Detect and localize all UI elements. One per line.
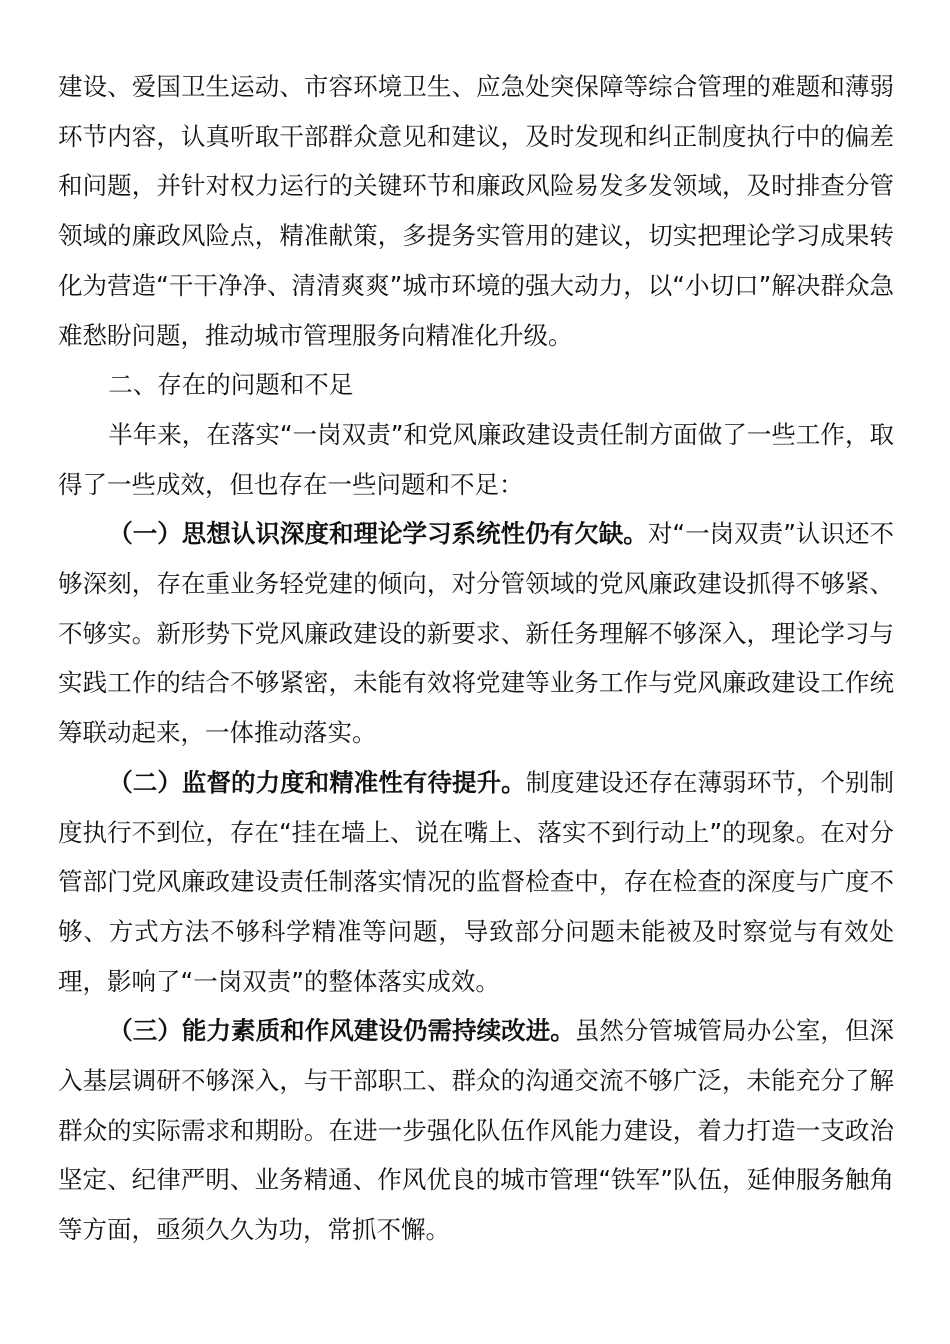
document-page [58, 62, 894, 1255]
issue-item-2-title: （二）监督的力度和精准性有待提升。 [108, 767, 526, 797]
issue-item-3-body: 虽然分管城管局办公室，但深入基层调研不够深入，与干部职工、群众的沟通交流不够广泛，未能充分了解群众的实际需求和期盼。在进一步强化队伍作风能力建设，着力打造一支政治坚定、纪律严明、业务精通、作风优良的城市管理“铁军”队伍，延伸服务触角等方面，亟须久久为功，常抓不懈。 [58, 1016, 895, 1245]
section-heading: 二、存在的问题和不足 [108, 370, 354, 400]
issue-item-1 [58, 509, 894, 758]
issue-item-3-title: （三）能力素质和作风建设仍需持续改进。 [108, 1016, 575, 1046]
issue-item-1-title: （一）思想认识深度和理论学习系统性仍有欠缺。 [108, 519, 648, 549]
issue-item-2-body: 制度建设还存在薄弱环节，个别制度执行不到位，存在“挂在墙上、说在嘴上、落实不到行动上”的现象。在对分管部门党风廉政建设责任制落实情况的监督检查中，存在检查的深度与广度不够、方式方法不够科学精准等问题，导致部分问题未能被及时察觉与有效处理，影响了“一岗双责”的整体落实成效。 [58, 767, 895, 996]
issue-item-2 [58, 758, 894, 1007]
intro-paragraph: 建设、爱国卫生运动、市容环境卫生、应急处突保障等综合管理的难题和薄弱环节内容，认真听取干部群众意见和建议，及时发现和纠正制度执行中的偏差和问题，并针对权力运行的关键环节和廉政风险易发多发领域，及时排查分管领域的廉政风险点，精准献策，多提务实管用的建议，切实把理论学习成果转化为营造“干干净净、清清爽爽”城市环境的强大动力，以“小切口”解决群众急难愁盼问题，推动城市管理服务向精准化升级。 [58, 72, 894, 350]
issue-item-1-body: 对“一岗双责”认识还不够深刻，存在重业务轻党建的倾向，对分管领域的党风廉政建设抓得不够紧、不够实。新形势下党风廉政建设的新要求、新任务理解不够深入，理论学习与实践工作的结合不够紧密，未能有效将党建等业务工作与党风廉政建设工作统筹联动起来，一体推动落实。 [58, 519, 895, 748]
section-intro-paragraph: 半年来，在落实“一岗双责”和党风廉政建设责任制方面做了一些工作，取得了一些成效，但也存在一些问题和不足： [58, 419, 894, 499]
issue-item-3 [58, 1006, 894, 1255]
